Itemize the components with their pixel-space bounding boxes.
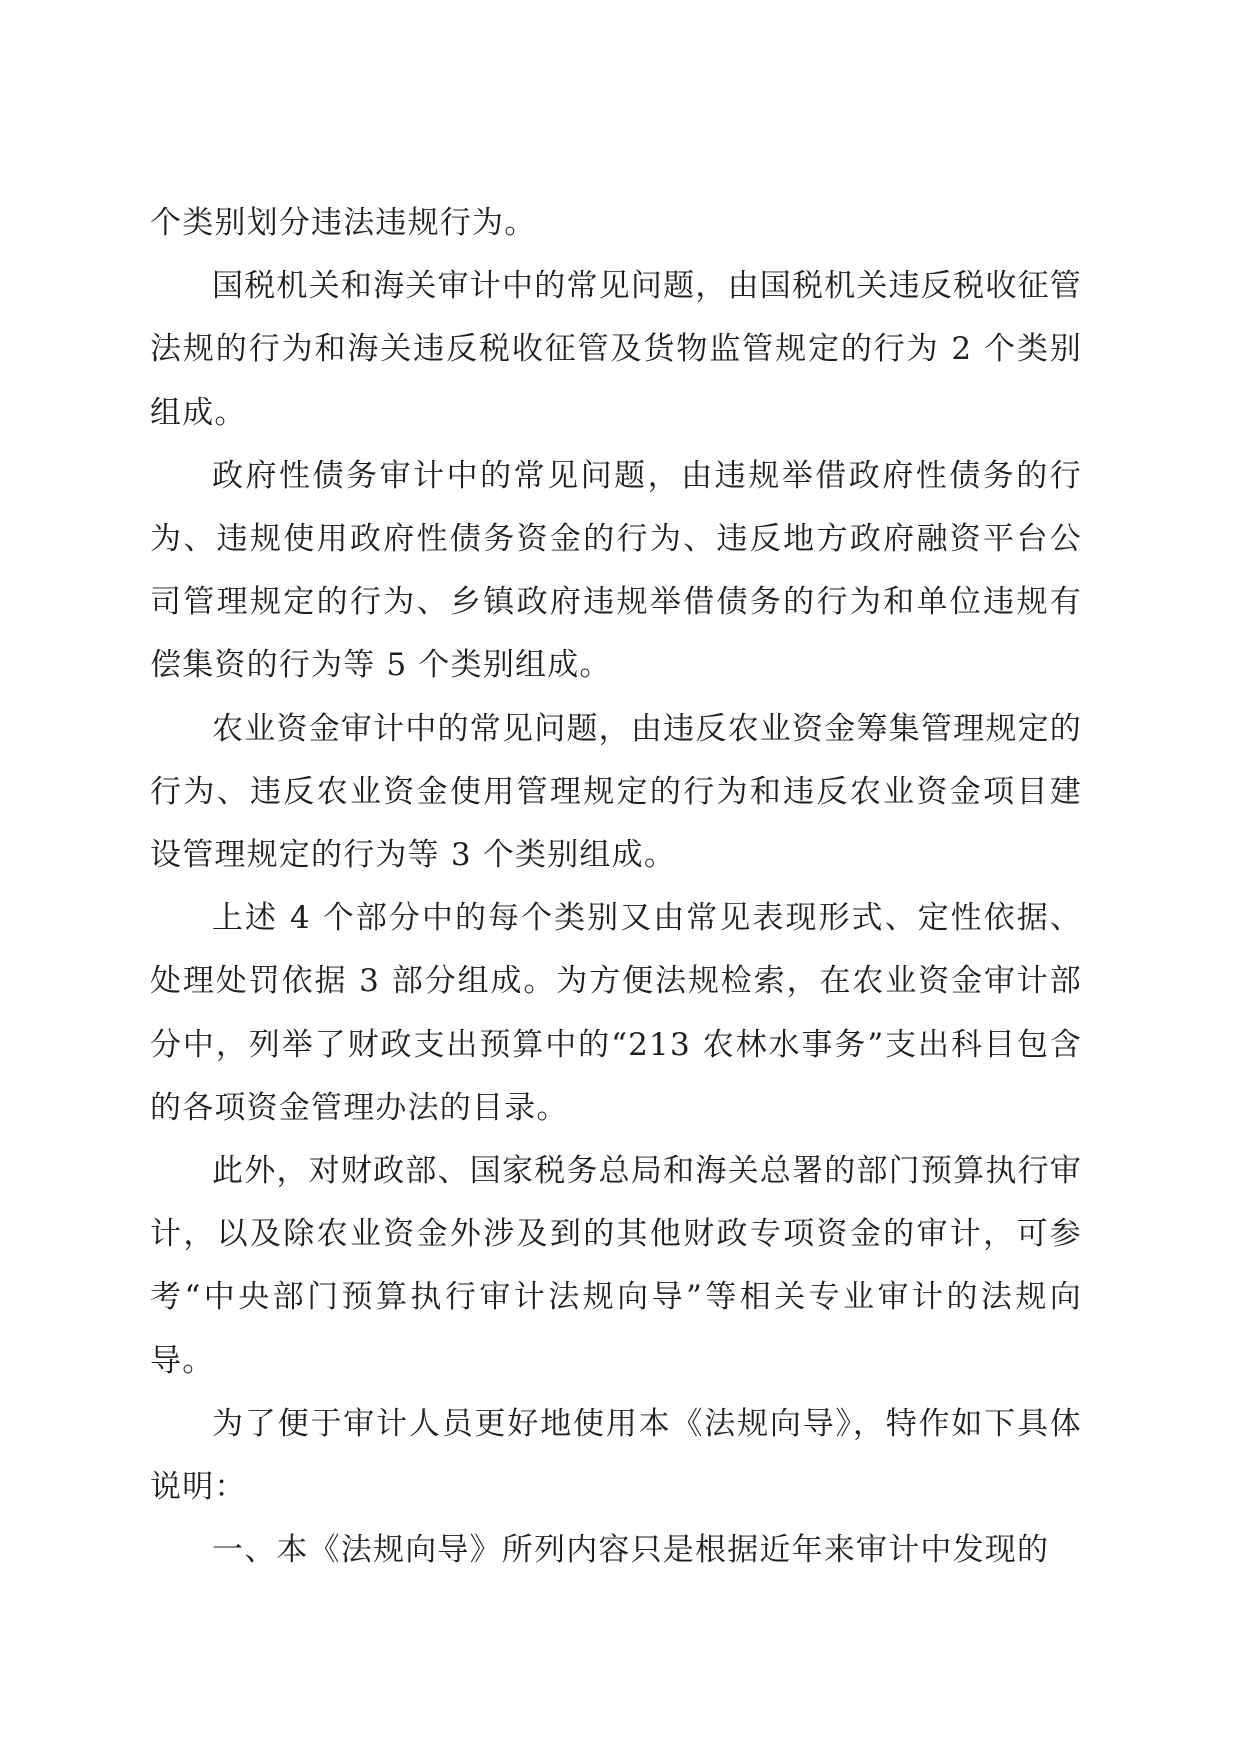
paragraph-item-one: 一、本《法规向导》所列内容只是根据近年来审计中发现的 xyxy=(212,1532,1050,1569)
body-text xyxy=(150,192,1082,1582)
paragraph-usage-intro: 为了便于审计人员更好地使用本《法规向导》，特作如下具体说明： xyxy=(150,1405,1082,1506)
paragraph-categories: 上述 4 个部分中的每个类别又由常见表现形式、定性依据、处理处罚依据 3 部分组成。为方便法规检索，在农业资金审计部分中，列举了财政支出预算中的“213 农林水事务”支出科目包含的各项资金管理办法的目录。 xyxy=(150,900,1082,1126)
paragraph-agriculture-funds: 农业资金审计中的常见问题，由违反农业资金筹集管理规定的行为、违反农业资金使用管理规定的行为和违反农业资金项目建设管理规定的行为等 3 个类别组成。 xyxy=(150,710,1082,874)
paragraph-additional: 此外，对财政部、国家税务总局和海关总署的部门预算执行审计，以及除农业资金外涉及到的其他财政专项资金的审计，可参考“中央部门预算执行审计法规向导”等相关专业审计的法规向导。 xyxy=(150,1153,1082,1379)
paragraph-tax-customs: 国税机关和海关审计中的常见问题，由国税机关违反税收征管法规的行为和海关违反税收征管及货物监管规定的行为 2 个类别组成。 xyxy=(150,268,1082,431)
paragraph-continuation: 个类别划分违法违规行为。 xyxy=(150,205,537,241)
paragraph-government-debt: 政府性债务审计中的常见问题，由违规举借政府性债务的行为、违规使用政府性债务资金的行为、违反地方政府融资平台公司管理规定的行为、乡镇政府违规举借债务的行为和单位违规有偿集资的行为等 5 个类别组成。 xyxy=(150,457,1082,684)
